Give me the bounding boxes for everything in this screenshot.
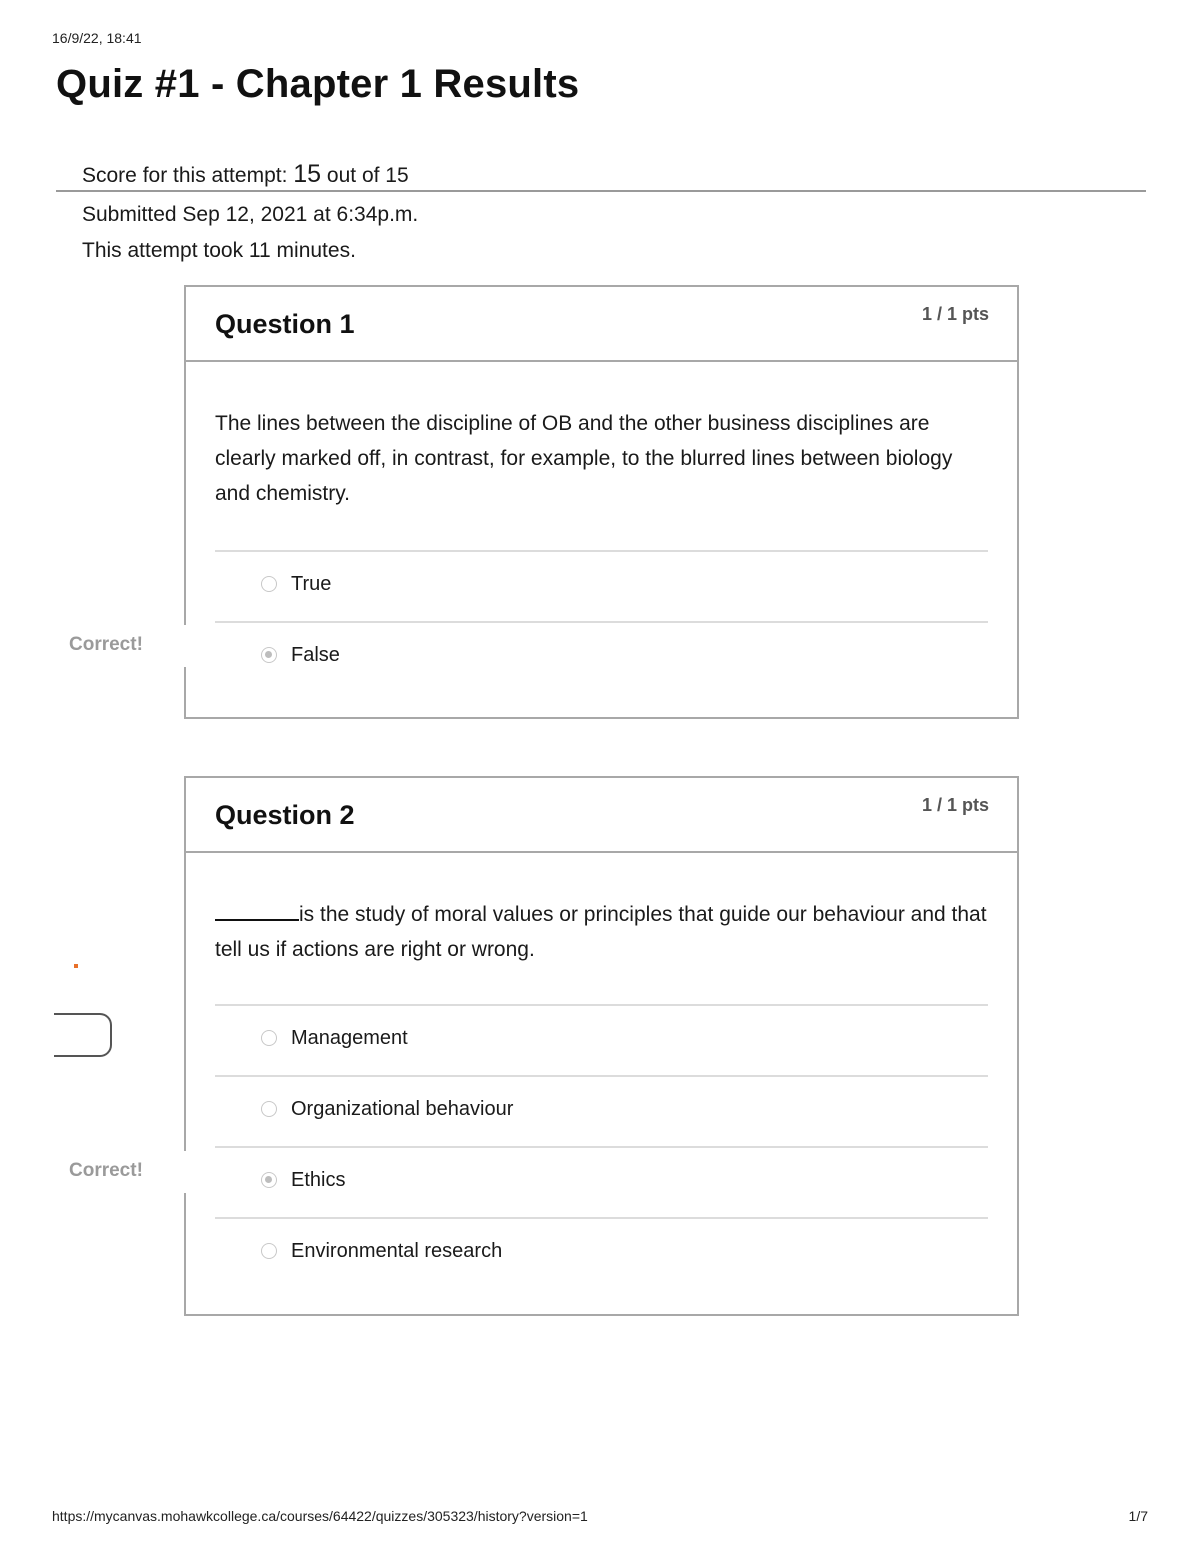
- score-suffix: out of 15: [321, 164, 409, 187]
- answer-option[interactable]: [215, 1217, 988, 1288]
- answer-option[interactable]: [215, 550, 988, 621]
- answer-list: [215, 1004, 988, 1288]
- submitted-time: Submitted Sep 12, 2021 at 6:34p.m.: [82, 203, 419, 226]
- question-text: The lines between the discipline of OB and the other business disciplines are clearly marked off, in contrast, for example, to the blurred lines between biology and chemistry.: [215, 412, 953, 505]
- question-text: [215, 897, 988, 967]
- correct-marker: Correct!: [69, 634, 143, 655]
- score-line: [82, 160, 409, 189]
- answer-list: [215, 550, 988, 692]
- radio-unselected-icon[interactable]: [261, 1030, 277, 1046]
- answer-option[interactable]: [215, 1146, 988, 1217]
- answer-option[interactable]: [215, 1075, 988, 1146]
- answer-label: Organizational behaviour: [291, 1098, 514, 1120]
- print-timestamp: 16/9/22, 18:41: [52, 30, 142, 46]
- attempt-duration: This attempt took 11 minutes.: [82, 239, 356, 262]
- radio-unselected-icon[interactable]: [261, 1101, 277, 1117]
- radio-unselected-icon[interactable]: [261, 576, 277, 592]
- score-prefix: Score for this attempt:: [82, 164, 294, 187]
- answer-label: Environmental research: [291, 1240, 503, 1262]
- answer-label: True: [291, 573, 332, 595]
- answer-option[interactable]: [215, 1004, 988, 1075]
- question-text-body: is the study of moral values or principles that guide our behaviour and that tell us if actions are right or wrong.: [215, 903, 987, 961]
- answer-label: False: [291, 644, 340, 666]
- question-title: Question 2: [215, 800, 355, 830]
- answer-label: Management: [291, 1027, 408, 1049]
- print-footer-url: https://mycanvas.mohawkcollege.ca/courses/64422/quizzes/305323/history?version=1: [52, 1508, 588, 1524]
- radio-selected-icon[interactable]: [261, 1172, 277, 1188]
- radio-selected-icon[interactable]: [261, 647, 277, 663]
- question-card-1: [184, 285, 1019, 719]
- print-page-number: 1/7: [1128, 1508, 1148, 1524]
- question-points: 1 / 1 pts: [921, 795, 989, 815]
- question-card-2: [184, 776, 1019, 1316]
- marker-gap: [182, 1151, 188, 1193]
- page-title: Quiz #1 - Chapter 1 Results: [56, 62, 580, 106]
- question-header: [186, 287, 1017, 362]
- answer-label: Ethics: [291, 1169, 346, 1191]
- question-points: 1 / 1 pts: [921, 304, 989, 324]
- bracket-shape: [54, 1013, 112, 1057]
- correct-marker: Correct!: [69, 1160, 143, 1181]
- fill-in-blank: [215, 901, 299, 921]
- question-title: Question 1: [215, 309, 355, 339]
- answer-option[interactable]: [215, 621, 988, 692]
- orange-dot-mark: [74, 964, 78, 968]
- marker-gap: [182, 625, 188, 667]
- question-header: [186, 778, 1017, 853]
- score-divider: [56, 190, 1146, 192]
- score-value: 15: [293, 160, 322, 188]
- radio-unselected-icon[interactable]: [261, 1243, 277, 1259]
